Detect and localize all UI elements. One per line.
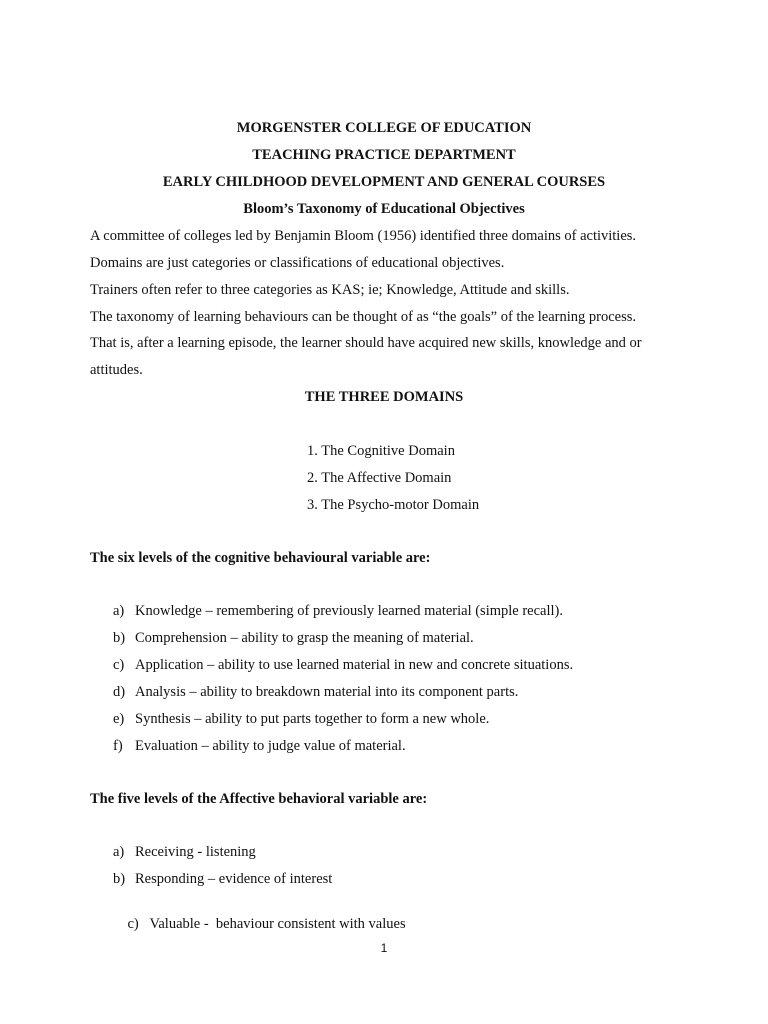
domain-list-item: 2. The Affective Domain xyxy=(307,470,452,486)
list-item-text: Evaluation – ability to judge value of material. xyxy=(135,738,406,754)
intro-line: That is, after a learning episode, the learner should have acquired new skills, knowledge and or xyxy=(90,335,642,351)
list-marker: f) xyxy=(113,738,123,754)
list-marker: a) xyxy=(113,603,125,619)
cognitive-level-item xyxy=(113,737,406,755)
list-item-text: Receiving - listening xyxy=(135,844,256,860)
list-marker: c) xyxy=(113,657,125,673)
document-title: Bloom’s Taxonomy of Educational Objectives xyxy=(243,201,525,217)
domains-heading: THE THREE DOMAINS xyxy=(304,389,464,405)
courses-title: EARLY CHILDHOOD DEVELOPMENT AND GENERAL COURSES xyxy=(162,174,606,190)
affective-level-item xyxy=(113,843,256,861)
list-marker: b) xyxy=(113,871,126,887)
list-item-text: Comprehension – ability to grasp the meaning of material. xyxy=(135,630,474,646)
cognitive-level-item xyxy=(113,629,474,647)
intro-line: A committee of colleges led by Benjamin Bloom (1956) identified three domains of activities. xyxy=(90,228,637,244)
intro-line: Domains are just categories or classifications of educational objectives. xyxy=(90,255,505,271)
list-marker: a) xyxy=(113,844,125,860)
list-item-text: Application – ability to use learned material in new and concrete situations. xyxy=(135,657,574,673)
department-name: TEACHING PRACTICE DEPARTMENT xyxy=(252,147,516,163)
cognitive-level-item xyxy=(113,683,518,701)
list-item-text: Synthesis – ability to put parts together to form a new whole. xyxy=(135,711,490,727)
page-number: 1 xyxy=(380,941,388,955)
list-marker: b) xyxy=(113,630,126,646)
list-marker: d) xyxy=(113,684,126,700)
intro-line: attitudes. xyxy=(90,362,143,378)
cognitive-level-item xyxy=(113,602,563,620)
domain-list-item: 1. The Cognitive Domain xyxy=(307,443,455,459)
cognitive-heading: The six levels of the cognitive behavioural variable are: xyxy=(90,550,431,566)
cognitive-level-item xyxy=(113,656,573,674)
intro-line: Trainers often refer to three categories as KAS; ie; Knowledge, Attitude and skills. xyxy=(90,282,570,298)
domain-list-item: 3. The Psycho-motor Domain xyxy=(307,497,480,513)
intro-line: The taxonomy of learning behaviours can be thought of as “the goals” of the learning process. xyxy=(90,309,636,325)
list-item-text: Valuable - behaviour consistent with values xyxy=(149,916,406,932)
list-item-text: Responding – evidence of interest xyxy=(135,871,333,887)
cognitive-level-item xyxy=(113,710,489,728)
affective-level-item xyxy=(113,870,332,888)
list-marker: c) xyxy=(127,916,139,932)
list-marker: e) xyxy=(113,711,125,727)
college-name: MORGENSTER COLLEGE OF EDUCATION xyxy=(236,120,532,136)
list-item-text: Knowledge – remembering of previously learned material (simple recall). xyxy=(135,603,563,619)
list-item-text: Analysis – ability to breakdown material into its component parts. xyxy=(135,684,519,700)
affective-heading: The five levels of the Affective behavioral variable are: xyxy=(90,791,428,807)
